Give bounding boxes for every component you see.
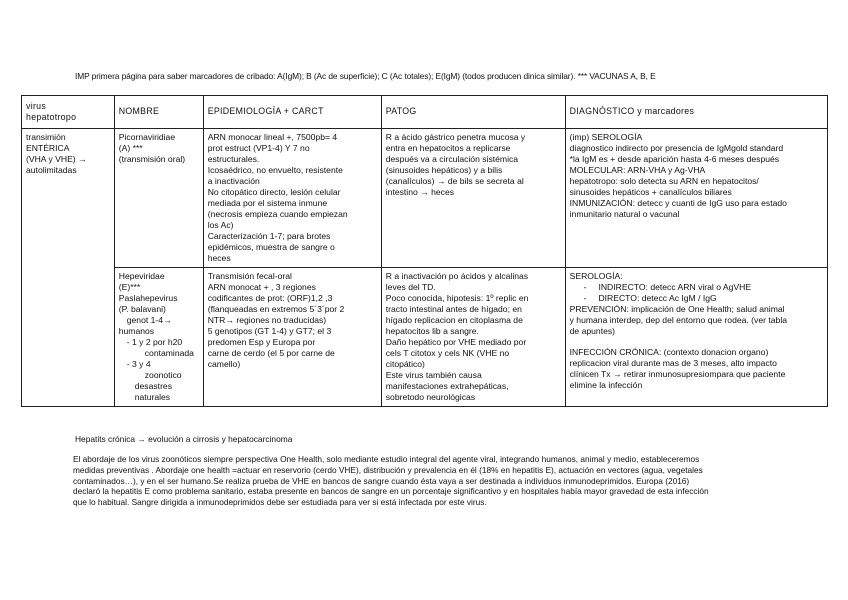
header-nombre: NOMBRE [114,96,203,129]
hepe-diagnostico-cell: SEROLOGÍA: - INDIRECTO: detecc ARN viral o AgVHE - DIRECTO: detecc Ac IgM / IgG PREVENCIÓN: implicación de One Health; salud animal y humana interdep, dep del entorno que rodea. (ver tabla de apuntes) INFECCIÓN CRÓNICA: (contexto donacion organo) replicacion viral durante mas de 3 meses, alto impacto clínicen Tx → retirar inmunosupresiompara que paciente elimine la infección [565,268,827,407]
list-item: - 1 y 2 por h20 [126,337,183,347]
list-item: - INDIRECTO: detecc ARN viral o AgVHE [583,282,752,292]
header-diagnostico: DIAGNÓSTICO y marcadores [565,96,827,129]
header-patog: PATOG [381,96,565,129]
hepe-nombre-cell: Hepeviridae (E)*** Paslahepevirus (P. balavani) genot 1-4→ humanos - 1 y 2 por h20 contaminada - 3 y 4 zoonotico desastres naturales [114,268,203,407]
hepe-epidemiologia-cell: Transmisión fecal-oral ARN monocat + , 3 regiones codificantes de prot: (ORF)1,2 ,3 (flanqueadas en extremos 5´3´por 2 NTR→ regiones no traducidas) 5 genotipos (GT 1-4) y GT7; el 3 predomen Esp y Europa por carne de cerdo (el 5 por carne de camello) [203,268,381,407]
header-epidemiologia: EPIDEMIOLOGÍA + CARCT [203,96,381,129]
top-note: IMP primera página para saber marcadores de cribado: A(IgM); B (Ac de superficie); C (Ac totales); E(IgM) (todos producen dinica similar). *** VACUNAS A, B, E [75,71,656,81]
virus-type-cell: transimión ENTÉRICA (VHA y VHE) → autolimitadas [22,129,115,407]
table-row [22,268,828,407]
table-row [22,129,828,268]
header-virus: virus hepatotropo [22,96,115,129]
chronic-hepatitis-note: Hepatits crónica → evolución a cirrosis y hepatocarcinoma [75,434,293,444]
table-header-row [22,96,828,129]
hepa-patog-cell: R a ácido gástrico penetra mucosa y entra en hepatocitos a replicarse después va a circulación sistémica (sinusoides hepáticos) y a bilis (canalículos) → de bils se secreta al intestino → heces [381,129,565,268]
hepe-patog-cell: R a inactivación po ácidos y alcalinas leves del TD. Poco conocida, hipotesis: 1º replic en tracto intestinal antes de hígado; en hígado replicacion en citoplasma de hepatocitos lib a sangre. Daño hepático por VHE mediado por cels T citotox y cels NK (VHE no citopático) Este virus también causa manifestaciones extrahepáticas, sobretodo neurológicas [381,268,565,407]
hepa-diagnostico-cell: (imp) SEROLOGÍA diagnostico indirecto por presencia de IgMgold standard *la IgM es + desde aparición hasta 4-6 meses después MOLECULAR: ARN-VHA y Ag-VHA hepatotropo: solo detecta su ARN en hepatocitos/ sinusoides hepáticos + canalículos biliares INMUNIZACIÓN: detecc y cuanti de IgG uso para estado inmunitario natural o vacunal [565,129,827,268]
hepa-nombre-cell: Picornaviridiae (A) *** (transmisión oral) [114,129,203,268]
list-item: - DIRECTO: detecc Ac IgM / IgG [583,293,717,303]
list-item: - 3 y 4 [126,359,151,369]
one-health-paragraph: El abordaje de los virus zoonóticos siempre perspectiva One Health, solo mediante estudio integral del agente viral, integrando humanos, animal y medio, estableceremos medidas preventivas . Abordaje one health =actuar en reservorio (cerdo VHE), distribución y prevalencia en él (18% en hepatitis E), actuación en vectores (agua, vegetales contaminados…), y en el ser humano.Se realiza prueba de VHE en bancos de sangre cuando ésta vaya a ser destinada a individuos inmunodeprimidos. Europa (2016) declaró la hepatitis E como problema sanitario, estaba presente en bancos de sangre en un porcentaje significantivo y en hospitales había mayor gravedad de esta infección que lo habitual. Sangre dirigida a inmunodeprimidos debe ser estudiada para ver si está infectada por este virus. [73,454,709,508]
virus-table [21,95,828,407]
hepa-epidemiologia-cell: ARN monocar lineal +, 7500pb= 4 prot estruct (VP1-4) Y 7 no estructurales. Icosaédrico, no envuelto, resistente a inactivación No citopático directo, lesión celular mediada por el sistema inmune (necrosis empieza cuando empiezan los Ac) Caracterización 1-7; para brotes epidémicos, muestra de sangre o heces [203,129,381,268]
